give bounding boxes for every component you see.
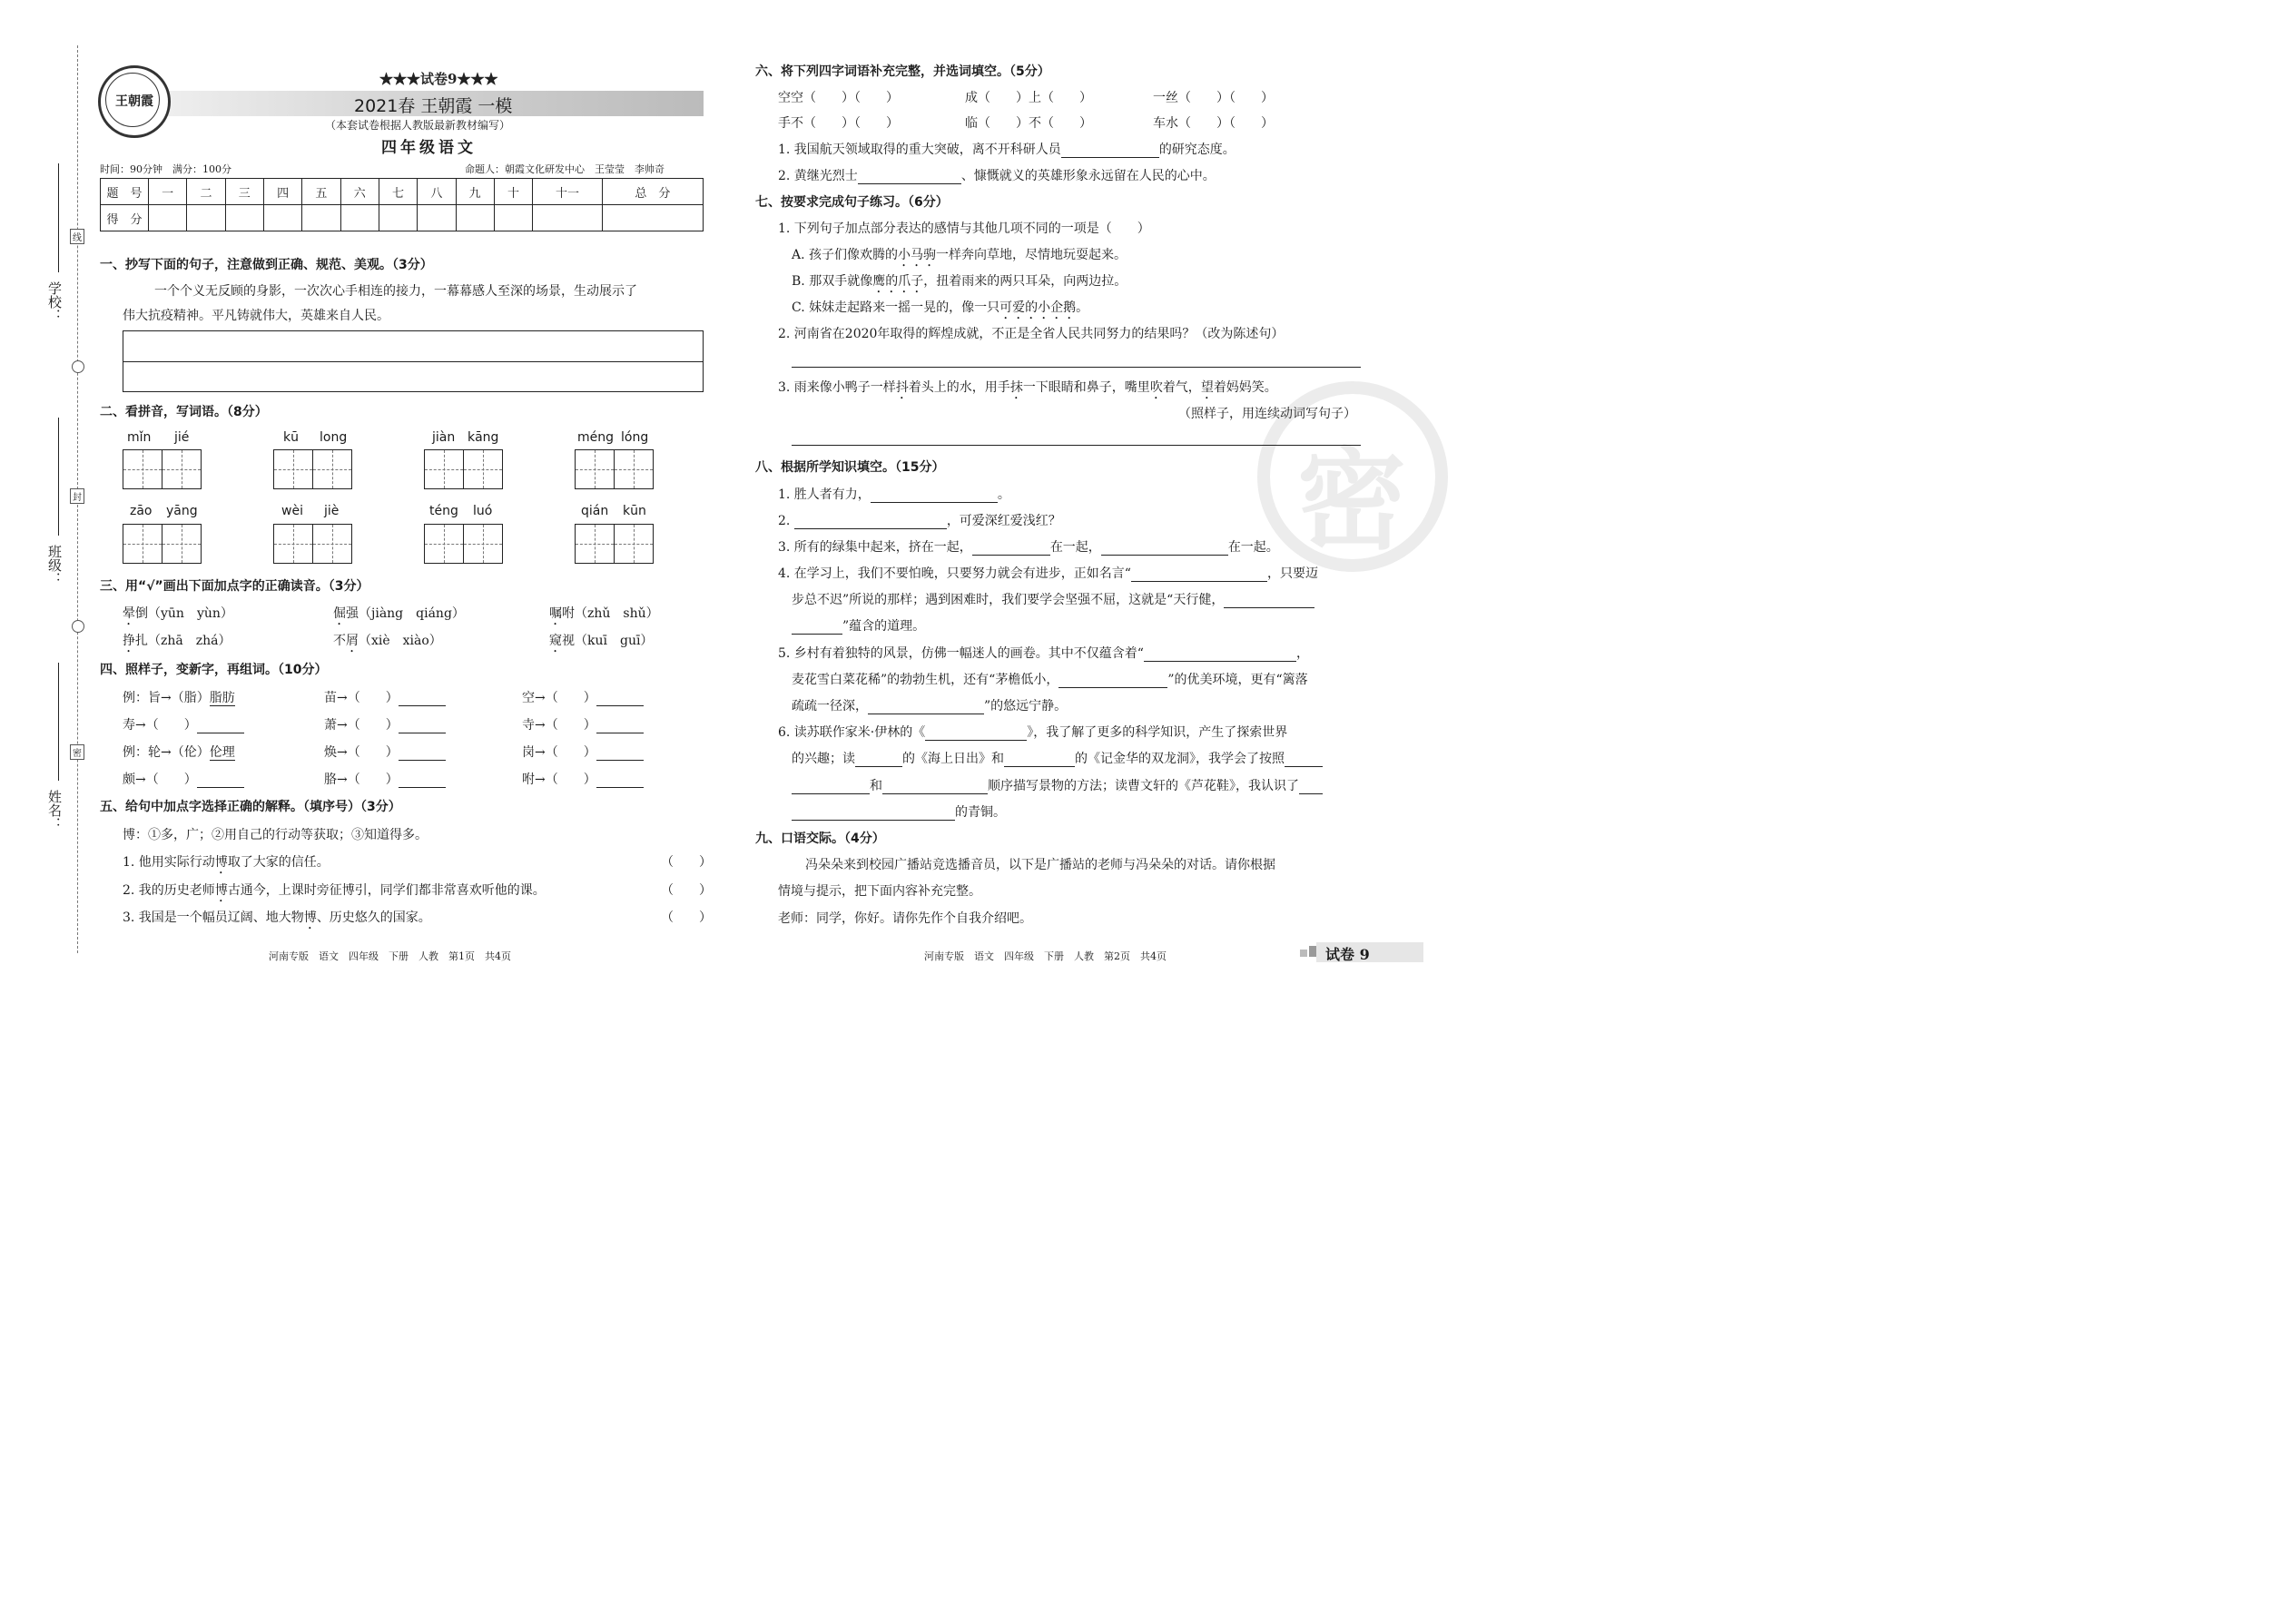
pinyin: zāo [130,504,153,518]
section-8-title: 八、根据所学知识填空。（15分） [755,460,945,475]
s8-question-4 [778,564,1318,582]
score-table-header-row [101,179,704,205]
s3-item-text: 倒（yūn yùn） [135,606,233,621]
s7-q-text: 着气， [1162,380,1201,395]
s3-item-text: 视（kuī guī） [562,634,654,648]
answer-blank[interactable] [1144,660,1296,662]
s5-definitions: 博：①多，广；②用自己的行动等获取；③知道得多。 [123,828,428,842]
s5-q-text: 取了大家的信任。 [227,855,330,870]
tian-grid-box[interactable] [312,524,352,564]
option-text: 。 [1076,300,1089,315]
s4-item-text: 寺→（ ） [522,718,596,733]
answer-blank[interactable] [1101,554,1228,556]
s7-q-text: 着妈妈笑。 [1213,380,1277,395]
score-cell: 四 [263,179,301,205]
s8-q-text: 的青铜。 [955,805,1006,820]
pinyin: long [320,430,348,445]
answer-blank[interactable] [399,786,446,788]
tian-grid-box[interactable] [463,524,503,564]
answer-blank[interactable] [1299,792,1323,794]
score-entry-cell[interactable] [418,205,456,231]
s4-item-text: 寿→（ ） [123,718,197,733]
s8-q-text: ”的悠远宁静。 [984,699,1068,714]
dotted-char: 博 [214,883,228,898]
pinyin: kūn [623,504,646,518]
answer-blank[interactable] [197,786,244,788]
class-line[interactable] [58,418,59,536]
dotted-char: 博 [214,855,228,870]
time-info: 时间：90分钟 满分：100分 [100,163,231,175]
s3-item-text: 扎（zhā zhá） [135,634,231,648]
corner-squares-icon [1300,950,1307,957]
s3-item[interactable] [549,604,659,628]
s3-item-text: 咐（zhǔ shǔ） [562,606,659,621]
answer-blank[interactable] [792,633,842,635]
s4-item[interactable] [123,715,244,733]
tian-grid-box[interactable] [575,524,615,564]
answer-blank[interactable] [399,704,446,706]
tian-grid-box[interactable] [123,449,162,489]
s7-q3-requirement: （照样子，用连续动词写句子） [1178,407,1356,421]
s3-item[interactable] [123,631,231,655]
s3-item[interactable] [123,604,233,628]
s8-question-6-end [792,802,1006,821]
tian-grid-box[interactable] [424,449,464,489]
score-cell: 一 [149,179,187,205]
option-text: A. 孩子们像欢腾的 [792,248,899,262]
section-3-title: 三、用“√”画出下面加点字的正确读音。（3分） [100,579,369,594]
subject-title: 四年级语文 [381,139,477,157]
s8-q-text: 的《记金华的双龙洞》，我学会了按照 [1075,752,1285,766]
section-2-title: 二、看拼音，写词语。（8分） [100,405,268,419]
s8-q-text: 4. 在学习上，我们不要怕晚，只要努力就会有进步，正如名言“ [778,566,1131,581]
s8-q-text: 在一起， [1049,540,1101,555]
score-entry-cell[interactable] [225,205,263,231]
s8-q-text: 步总不迟”所说的那样；遇到困难时，我们要学会坚强不屈，这就是“天行健， [792,593,1225,607]
s5-q-text: 1. 他用实际行动 [123,855,215,870]
s8-question-5 [778,644,1309,662]
s7-q-text: 3. 雨来像小鸭子一样 [778,380,896,395]
s8-q-text: 5. 乡村有着独特的风景，仿佛一幅迷人的画卷。其中不仅蕴含着“ [778,646,1144,661]
score-entry-cell[interactable] [602,205,703,231]
pinyin: qián [581,504,609,518]
dotted-char: 博 [303,910,317,925]
answer-blank[interactable] [868,713,984,714]
s1-line2: 伟大抗疫精神。平凡铸就伟大，英雄来自人民。 [123,309,389,323]
footer-left: 河南专版 语文 四年级 下册 人教 第1页 共4页 [269,950,511,962]
tian-grid-box[interactable] [312,449,352,489]
s8-q-text: 的兴趣；读 [792,752,855,766]
dotted-char: 吹 [1149,380,1163,395]
answer-blank[interactable] [871,501,998,503]
score-table-score-row [101,205,704,231]
class-label: 班级： [46,545,63,586]
paper-badge: ★★★试卷9★★★ [379,71,498,87]
brand-logo [98,65,171,138]
answer-blank[interactable] [596,786,644,788]
s7-option-c[interactable] [792,298,1088,322]
binding-hole-icon [72,620,84,633]
s9-paragraph-1: 冯朵朵来到校园广播站竞选播音员，以下是广播站的老师与冯朵朵的对话。请你根据 [805,858,1275,872]
answer-blank[interactable] [794,527,947,529]
answer-blank[interactable] [972,554,1050,556]
s4-example-word: 脂肪 [209,691,235,705]
s8-q-text: 在一起。 [1227,540,1279,555]
answer-blank[interactable] [1061,156,1159,158]
s4-example-word: 伦理 [209,745,235,760]
footer-right: 河南专版 语文 四年级 下册 人教 第2页 共4页 [924,950,1167,962]
s4-item[interactable] [123,770,244,788]
s4-item[interactable] [522,743,644,761]
answer-blank[interactable] [596,759,644,761]
s4-example-text: 例：轮→（伦） [123,745,210,760]
tian-grid-box[interactable] [123,524,162,564]
score-cell: 十 [494,179,532,205]
answer-blank[interactable] [855,765,902,767]
s7-question-2: 2. 河南省在2020年取得的辉煌成就，不正是全省人民共同努力的结果吗？（改为陈述句） [778,327,1285,341]
school-label: 学校： [46,281,63,322]
score-entry-cell[interactable] [379,205,417,231]
s5-question-2 [123,881,546,905]
answer-blank[interactable] [197,732,244,733]
binding-hole-icon [72,360,84,373]
dotted-char: 倔 [333,606,346,621]
idiom-blank[interactable]: 一丝（ ）（ ） [1153,91,1274,105]
s8-q-text: 6. 读苏联作家米·伊林的《 [778,725,926,740]
score-cell: 十一 [533,179,603,205]
answer-line[interactable] [792,367,1361,368]
option-text: ，扭着雨来的两只耳朵，向两边拉。 [923,274,1127,289]
s4-example [123,688,235,706]
idiom-blank[interactable]: 车水（ ）（ ） [1153,116,1274,131]
answer-blank[interactable] [792,792,870,794]
s8-q-text: ”的优美环境，更有“篱落 [1167,673,1308,687]
idiom-blank[interactable]: 手不（ ）（ ） [778,116,899,131]
s4-item[interactable] [522,770,644,788]
tian-grid-box[interactable] [162,449,202,489]
paper-title: 2021春 王朝霞 一模 [354,96,513,116]
s7-option-a[interactable] [792,245,1127,270]
s7-q-text: 着头上的水，用手 [908,380,1010,395]
s8-q-text: ， [1295,646,1309,661]
tian-grid-box[interactable] [614,524,654,564]
s5-q-text: 古通今，上课时旁征博引，同学们都非常喜欢听他的课。 [227,883,546,898]
pinyin: yāng [166,504,198,518]
tian-grid-box[interactable] [424,524,464,564]
s6-question-1 [778,140,1236,158]
answer-blank[interactable] [1224,606,1314,608]
s7-option-b[interactable] [792,271,1127,296]
section-6-title: 六、将下列四字词语补充完整，并选词填空。（5分） [755,64,1050,79]
dotted-char: 抹 [1009,380,1023,395]
tian-grid-box[interactable] [273,524,313,564]
s6-q-text: 、慷慨就义的英雄形象永远留在人民的心中。 [960,169,1216,183]
dotted-phrase: 可爱的小企鹅 [999,300,1077,315]
answer-blank[interactable] [792,819,955,821]
option-text: B. 那双手就像 [792,274,873,289]
s4-item-text: 胳→（ ） [324,773,399,787]
s8-question-6-cont [792,749,1323,767]
score-entry-cell[interactable] [494,205,532,231]
answer-blank[interactable] [596,704,644,706]
s8-q-text: 1. 胜人者有力， [778,487,871,502]
idiom-blank[interactable]: 成（ ）上（ ） [965,91,1092,105]
score-cell: 三 [225,179,263,205]
copy-box-divider [123,361,703,362]
score-cell: 五 [302,179,340,205]
s3-item[interactable] [549,631,653,655]
s5-q-text: 3. 我国是一个幅员辽阔、地大物 [123,910,304,925]
dotted-char: 望 [1200,380,1214,395]
pinyin: lóng [621,430,649,445]
section-7-title: 七、按要求完成句子练习。（6分） [755,195,949,210]
mi-mark: 密 [70,744,84,760]
name-line[interactable] [58,663,59,781]
s7-question-3 [778,378,1277,402]
s6-q-text: 2. 黄继光烈士 [778,169,858,183]
s4-item[interactable] [324,770,446,788]
s8-q-text: 3. 所有的绿集中起来，挤在一起， [778,540,972,555]
s4-example-text: 例：旨→（脂） [123,691,210,705]
s8-q-text: 疏疏一径深， [792,699,868,714]
s5-q-text: 、历史悠久的国家。 [316,910,431,925]
dotted-phrase: 鹰的爪子 [872,274,924,289]
pinyin: kū [283,430,299,445]
s4-item-text: 焕→（ ） [324,745,399,760]
score-entry-cell[interactable] [533,205,603,231]
s4-item[interactable] [522,715,644,733]
score-cell: 总 分 [602,179,703,205]
answer-paren[interactable]: （ ） [661,855,712,870]
pinyin: mǐn [127,430,152,445]
s4-item[interactable] [324,743,446,761]
s4-example [123,743,235,761]
score-cell: 七 [379,179,417,205]
answer-blank[interactable] [925,739,1027,741]
s8-question-3 [778,537,1279,556]
dotted-char: 晕 [123,606,135,621]
score-entry-cell[interactable] [456,205,494,231]
s5-question-3 [123,908,431,932]
authors-info: 命题人：朝霞文化研发中心 王莹莹 李帅奇 [465,163,665,175]
name-label: 姓名： [46,790,63,831]
s8-q-text: 顺序描写景物的方法；读曹文轩的《芦花鞋》，我认识了 [988,779,1299,793]
tian-grid-box[interactable] [575,449,615,489]
s3-item[interactable] [333,631,442,655]
answer-blank[interactable] [1285,765,1323,767]
s3-item[interactable] [333,604,465,628]
score-row-label: 得 分 [101,205,149,231]
s8-question-2 [778,511,1061,529]
answer-blank[interactable] [1131,580,1267,582]
s8-question-1 [778,485,1010,503]
binding-strip [0,0,91,1008]
dotted-char: 嘱 [549,606,562,621]
answer-line[interactable] [792,445,1361,446]
section-1-title: 一、抄写下面的句子，注意做到正确、规范、美观。（3分） [100,258,433,272]
s8-question-5-cont [792,670,1308,688]
tian-grid-box[interactable] [463,449,503,489]
dotted-char: 挣 [123,634,135,648]
section-5-title: 五、给句中加点字选择正确的解释。（填序号）（3分） [100,800,401,814]
seal-mark-glyph: 密 [1297,437,1406,565]
idiom-blank[interactable]: 空空（ ）（ ） [778,91,899,105]
s3-item-prefix: 不 [333,634,346,648]
s4-item-text: 苗→（ ） [324,691,399,705]
xian-mark: 线 [70,229,84,244]
s4-item-text: 颇→（ ） [123,773,197,787]
s4-item-text: 岗→（ ） [522,745,596,760]
s1-line1: 一个个义无反顾的身影，一次次心手相连的接力，一幕幕感人至深的场景，生动展示了 [154,284,637,299]
score-entry-cell[interactable] [187,205,225,231]
s8-question-6 [778,723,1287,741]
feng-mark: 封 [70,488,84,504]
corner-squares-icon [1309,946,1316,957]
s3-item-text: 强（jiàng qiáng） [346,606,465,621]
tian-grid-box[interactable] [614,449,654,489]
s7-q-text: 一下眼睛和鼻子，嘴里 [1022,380,1150,395]
score-entry-cell[interactable] [302,205,340,231]
score-entry-cell[interactable] [263,205,301,231]
s8-q-text: 麦花雪白菜花稀”的勃勃生机，还有“茅檐低小， [792,673,1059,687]
s4-item[interactable] [522,688,644,706]
pinyin: méng [577,430,615,445]
answer-blank[interactable] [1058,686,1167,688]
s8-q-text: ，只要迈 [1266,566,1318,581]
dotted-char: 屑 [346,634,359,648]
pinyin: jié [174,430,190,445]
tian-grid-box[interactable] [162,524,202,564]
idiom-blank[interactable]: 临（ ）不（ ） [965,116,1092,131]
pinyin: kāng [468,430,499,445]
s4-item-text: 咐→（ ） [522,773,596,787]
score-entry-cell[interactable] [149,205,187,231]
s6-q-text: 的研究态度。 [1158,143,1236,157]
s8-q-text: 的《海上日出》和 [902,752,1004,766]
s7-question-1: 1. 下列句子加点部分表达的感情与其他几项不同的一项是（ ） [778,221,1150,236]
s4-item[interactable] [324,715,446,733]
pinyin: jiè [324,504,340,518]
s3-item-text: （xiè xiào） [359,634,442,648]
s8-question-5-end [792,696,1067,714]
s8-q-text: 》，我了解了更多的科学知识，产生了探索世界 [1027,725,1288,740]
s6-q-text: 1. 我国航天领域取得的重大突破，离不开科研人员 [778,143,1061,157]
dotted-phrase: 小马驹 [898,248,937,262]
pinyin: téng [429,504,458,518]
score-cell: 八 [418,179,456,205]
answer-blank[interactable] [399,759,446,761]
answer-paren[interactable]: （ ） [661,883,712,898]
score-cell: 九 [456,179,494,205]
score-cell: 六 [340,179,379,205]
s4-item-text: 萧→（ ） [324,718,399,733]
score-cell: 二 [187,179,225,205]
dotted-char: 抖 [895,380,909,395]
s4-item[interactable] [324,688,446,706]
score-table [100,178,704,231]
s6-question-2 [778,166,1216,184]
option-text: 一样奔向草地，尽情地玩耍起来。 [936,248,1127,262]
score-entry-cell[interactable] [340,205,379,231]
s8-question-6-cont2 [792,776,1323,794]
answer-blank[interactable] [858,182,961,184]
s9-paragraph-2: 情境与提示，把下面内容补充完整。 [778,884,981,899]
answer-blank[interactable] [1004,765,1075,767]
copy-writing-box[interactable] [123,330,704,392]
corner-label: 试卷 9 [1325,946,1370,963]
s5-q-text: 2. 我的历史老师 [123,883,215,898]
school-line[interactable] [58,163,59,272]
answer-paren[interactable]: （ ） [661,910,712,925]
s9-dialogue-teacher: 老师：同学，你好。请你先作个自我介绍吧。 [778,911,1032,926]
answer-blank[interactable] [596,732,644,733]
s8-q-text: ”蕴含的道理。 [842,619,926,634]
answer-blank[interactable] [399,732,446,733]
pinyin: wèi [281,504,303,518]
s5-question-1 [123,852,330,877]
dotted-char: 窥 [549,634,562,648]
s4-item-text: 空→（ ） [522,691,596,705]
s8-question-4-cont [792,590,1314,608]
s8-question-4-end [792,616,925,635]
s8-q-text: 。 [997,487,1010,502]
tian-grid-box[interactable] [273,449,313,489]
score-cell: 题 号 [101,179,149,205]
pinyin: jiàn [432,430,456,445]
s8-q-text: 2. [778,514,794,528]
pinyin: luó [473,504,493,518]
paper-subtitle: （本套试卷根据人教版最新教材编写） [325,119,511,132]
section-4-title: 四、照样子，变新字，再组词。（10分） [100,663,328,677]
section-9-title: 九、口语交际。（4分） [755,832,885,846]
s8-q-text: 和 [870,779,882,793]
option-text: C. 妹妹走起路来一摇一晃的，像一只 [792,300,1000,315]
answer-blank[interactable] [882,792,988,794]
s8-q-text: ，可爱深红爱浅红？ [946,514,1061,528]
logo-text: 王朝霞 [115,94,153,109]
